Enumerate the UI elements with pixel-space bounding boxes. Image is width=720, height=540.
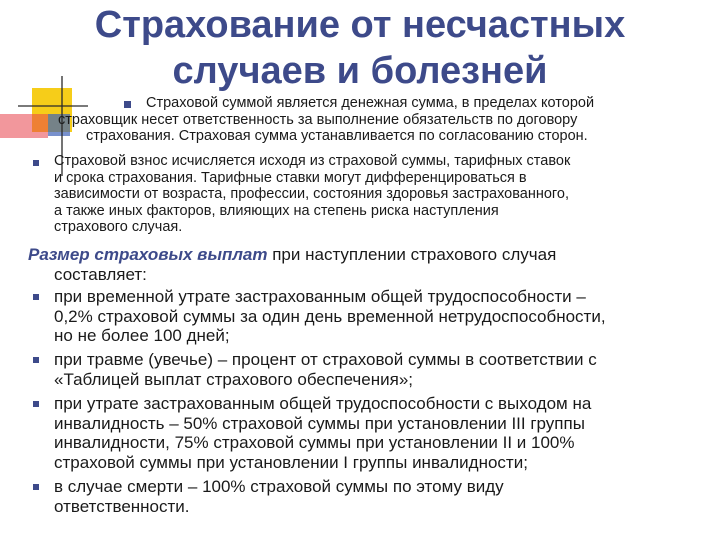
payouts-intro-emphasis: Размер страховых выплат: [28, 245, 268, 264]
p1-line-3: страхования. Страховая сумма устанавливается по согласованию сторон.: [86, 128, 588, 144]
payouts-intro-rest: при наступлении страхового случая: [267, 245, 557, 264]
bullet-item-4: [33, 484, 39, 490]
item3-line-3: инвалидности, 75% страховой суммы при установлении II и 100%: [54, 433, 575, 452]
title-line-2: случаев и болезней: [172, 50, 548, 92]
item2-line-1: при травме (увечье) – процент от страховой суммы в соответствии с: [54, 350, 597, 369]
list-item-3: [54, 394, 714, 472]
payouts-intro-line-2: составляет:: [54, 264, 147, 284]
p2-line-5: страхового случая.: [54, 219, 183, 235]
title-line-1: Страхование от несчастных: [94, 4, 626, 46]
item1-line-1: при временной утрате застрахованным общей трудоспособности –: [54, 287, 586, 306]
slide-title: [0, 2, 720, 94]
item3-line-4: страховой суммы при установлении I группы инвалидности;: [54, 452, 528, 472]
item3-line-2: инвалидность – 50% страховой суммы при установлении III группы: [54, 413, 585, 433]
p1-line-1: Страховой суммой является денежная сумма, в пределах которой: [146, 95, 595, 111]
payouts-intro: [28, 245, 708, 284]
paragraph-1: [58, 95, 708, 145]
item3-line-1: при утрате застрахованным общей трудоспособности с выходом на: [54, 394, 592, 413]
p1-line-2: страховщик несет ответственность за выполнение обязательств по договору: [58, 111, 578, 128]
item2-line-2: «Таблицей выплат страхового обеспечения»;: [54, 369, 413, 389]
item1-line-3: но не более 100 дней;: [54, 326, 230, 345]
red-gradient-bar: [0, 114, 48, 138]
item4-line-1: в случае смерти – 100% страховой суммы по этому виду: [54, 477, 504, 496]
p2-line-4: а также иных факторов, влияющих на степень риска наступления: [54, 202, 499, 219]
list-item-2: [54, 350, 714, 389]
p2-line-1: Страховой взнос исчисляется исходя из страховой суммы, тарифных ставок: [54, 153, 571, 169]
paragraph-2: [54, 153, 714, 236]
p2-line-3: зависимости от возраста, профессии, состояния здоровья застрахованного,: [54, 186, 569, 202]
item1-line-2: 0,2% страховой суммы за один день временной нетрудоспособности,: [54, 306, 606, 326]
bullet-p2: [33, 160, 39, 166]
bullet-item-2: [33, 357, 39, 363]
bullet-item-1: [33, 294, 39, 300]
item4-line-2: ответственности.: [54, 496, 190, 516]
list-item-1: [54, 287, 714, 346]
bullet-item-3: [33, 401, 39, 407]
p2-line-2: и срока страхования. Тарифные ставки могут дифференцироваться в: [54, 169, 527, 186]
list-item-4: [54, 477, 714, 516]
